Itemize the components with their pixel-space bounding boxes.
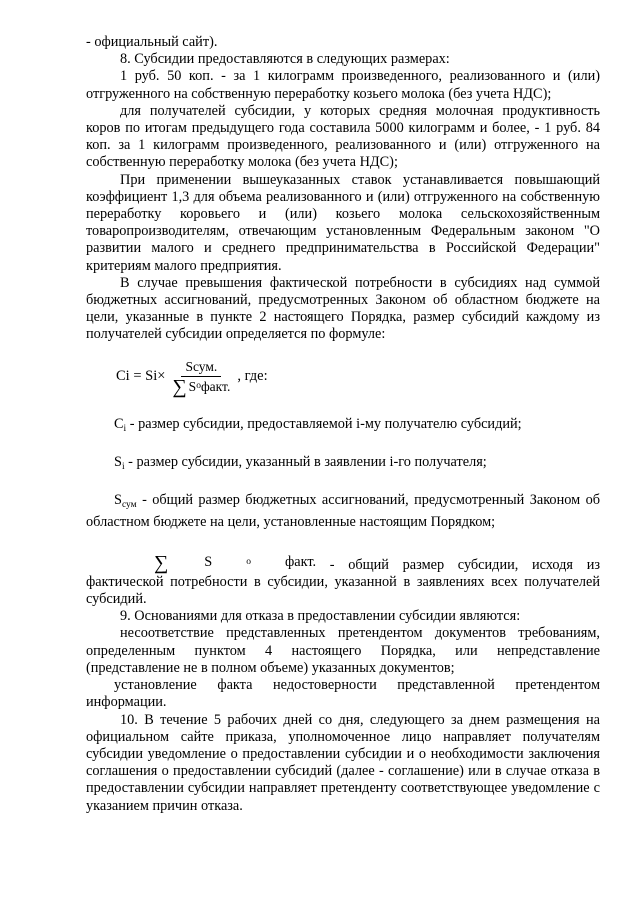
def-sum-symbol [120, 551, 317, 574]
definition-sum [86, 551, 600, 609]
def-sum-s: S [204, 554, 213, 571]
def-ci-symbol: C [114, 415, 124, 432]
clause-8-excess: В случае превышения фактической потребности в субсидиях над суммой бюджетных ассигнований, предусмотренных Законом об областном бюджете на цели, указанные в пункте 2 настоящего Порядка, размер субсидий каждому из получателей субсидии определяется по формуле: [86, 274, 600, 343]
formula-den-sub: o [196, 381, 201, 392]
def-si-sub: i [121, 462, 125, 473]
def-sum-fakt: факт. [284, 554, 317, 571]
clause-8-title: 8. Субсидии предоставляются в следующих размерах: [120, 51, 450, 68]
def-sum-text: - общий размер субсидии, исходя из фактической потребности в субсидии, указанной в заявлениях всех получателей субсидий. [86, 556, 600, 608]
def-ssum-text: - общий размер бюджетных ассигнований, предусмотренный Законом об областном бюджете на цели, установленные настоящим Порядком; [86, 492, 600, 531]
sigma-symbol: ∑ [172, 375, 187, 398]
clause-10: 10. В течение 5 рабочих дней со дня, следующего за днем размещения на официальном сайте приказа, уполномоченное лицо направляет получателям субсидии уведомление о предоставлении субсидии и о необходимости заключения соглашения о предоставлении субсидий (далее - соглашение) или в случае отказа в предоставлении субсидии направляет претенденту соответствующее уведомление с указанием причин отказа. [86, 711, 600, 814]
formula-tail: , где: [237, 368, 268, 385]
formula-den-s: S [188, 379, 197, 395]
def-ci-text: - размер субсидии, предоставляемой i-му получателю субсидий; [126, 415, 522, 432]
definition-ssum [86, 492, 600, 531]
clause-9-title: 9. Основаниями для отказа в предоставлении субсидии являются: [120, 608, 521, 625]
def-ci-sub: i [123, 423, 127, 434]
formula-fraction [168, 358, 234, 396]
subsidy-formula [116, 358, 600, 396]
def-sum-sub: o [246, 557, 251, 568]
clause-8-cow-milk-rate: для получателей субсидии, у которых средняя молочная продуктивность коров по итогам предыдущего года составила 5000 килограмм и более, - 1 руб. 84 коп. за 1 килограмм произведенного, реализованного и (или) отгруженного на собственную переработку молока (без учета НДС); [86, 102, 600, 171]
def-si-text: - размер субсидии, указанный в заявлении i-го получателя; [124, 454, 487, 471]
def-ssum-symbol: S [114, 492, 122, 509]
clause-9-item-b: установление факта недостоверности представленной претендентом информации. [86, 677, 600, 711]
clause-8-goat-milk-rate: 1 руб. 50 коп. - за 1 килограмм произведенного, реализованного и (или) отгруженного на собственную переработку козьего молока (без учета НДС); [86, 68, 600, 102]
definition-ci [86, 416, 600, 438]
sigma-symbol: ∑ [154, 551, 169, 574]
clause-9-item-a: несоответствие представленных претендентом документов требованиям, определенным пунктом 4 настоящего Порядка, или непредставление (представление не в полном объеме) указанных документов; [86, 625, 600, 676]
formula-denominator [168, 377, 234, 396]
def-si-symbol: S [114, 454, 122, 471]
formula-lhs: Ci = Si× [116, 368, 166, 385]
text-official-site: - официальный сайт). [86, 34, 218, 50]
formula-den-rest: факт. [200, 379, 231, 395]
def-ssum-sub: сум [121, 500, 137, 511]
definition-si [86, 454, 600, 476]
clause-8-coefficient: При применении вышеуказанных ставок устанавливается повышающий коэффициент 1,3 для объема реализованного и (или) отгруженного на собственную переработку коровьего и (или) козьего молока сельскохозяйственным товаропроизводителям, отвечающим установленным Федеральным законом "О развитии малого и среднего предпринимательства в Российской Федерации" критериям малого предприятия. [86, 171, 600, 274]
formula-numerator: Sсум. [181, 358, 221, 377]
